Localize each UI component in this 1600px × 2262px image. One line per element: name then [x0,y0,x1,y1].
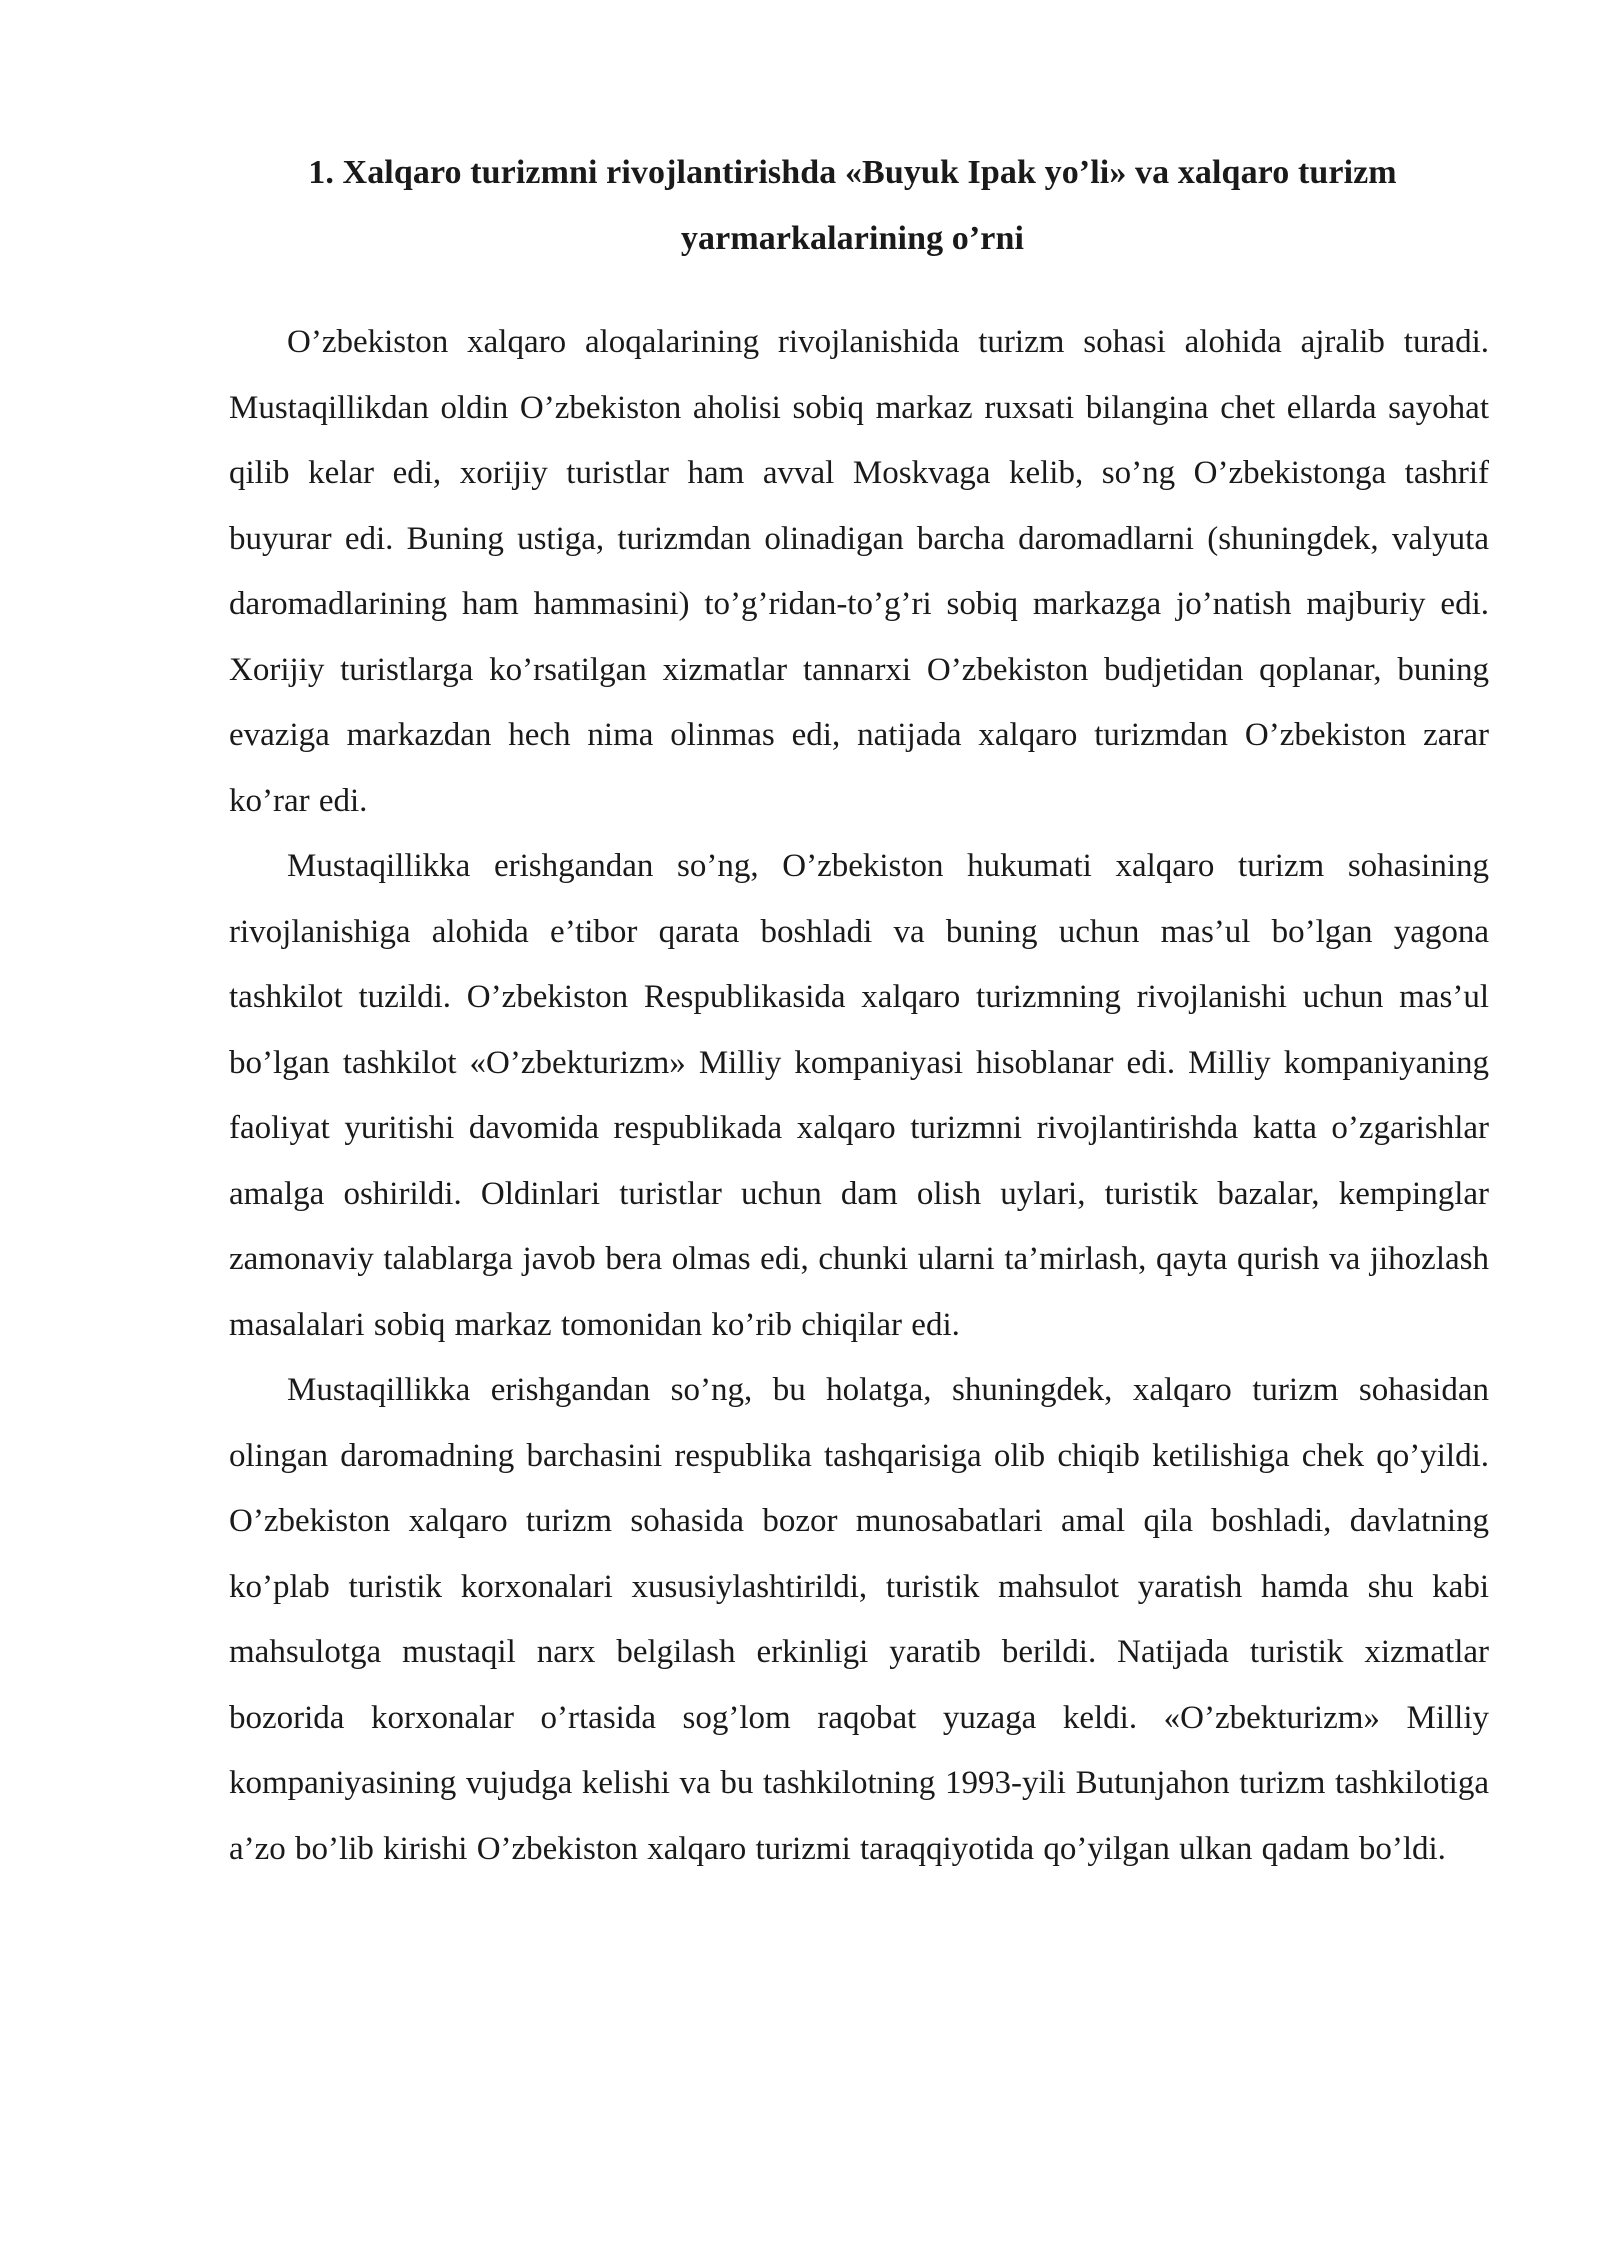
section-heading: 1. Xalqaro turizmni rivojlantirishda «Buyuk Ipak yo’li» va xalqaro turizm yarmarkalarining o’rni [308,154,1397,257]
body-text [229,310,1489,1882]
paragraph-3: Mustaqillikka erishgandan so’ng, bu holatga, shuningdek, xalqaro turizm sohasidan olingan daromadning barchasini respublika tashqarisiga olib chiqib ketilishiga chek qo’yildi. O’zbekiston xalqaro turizm sohasida bozor munosabatlari amal qila boshladi, davlatning ko’plab turistik korxonalari xususiylashtirildi, turistik mahsulot yaratish hamda shu kabi mahsulotga mustaqil narx belgilash erkinligi yaratib berildi. Natijada turistik xizmatlar bozorida korxonalar o’rtasida sog’lom raqobat yuzaga keldi. «O’zbekturizm» Milliy kompaniyasining vujudga kelishi va bu tashkilotning 1993-yili Butunjahon turizm tashkilotiga a’zo bo’lib kirishi O’zbekiston xalqaro turizmi taraqqiyotida qo’yilgan ulkan qadam bo’ldi. [229,1372,1489,1867]
paragraph-1: O’zbekiston xalqaro aloqalarining rivojlanishida turizm sohasi alohida ajralib turadi. Mustaqillikdan oldin O’zbekiston aholisi sobiq markaz ruxsati bilangina chet ellarda sayohat qilib kelar edi, xorijiy turistlar ham avval Moskvaga kelib, so’ng O’zbekistonga tashrif buyurar edi. Buning ustiga, turizmdan olinadigan barcha daromadlarni (shuningdek, valyuta daromadlarining ham hammasini) to’g’ridan-to’g’ri sobiq markazga jo’natish majburiy edi. Xorijiy turistlarga ko’rsatilgan xizmatlar tannarxi O’zbekiston budjetidan qoplanar, buning evaziga markazdan hech nima olinmas edi, natijada xalqaro turizmdan O’zbekiston zarar ko’rar edi. [229,324,1489,819]
paragraph-2: Mustaqillikka erishgandan so’ng, O’zbekiston hukumati xalqaro turizm sohasining rivojlanishiga alohida e’tibor qarata boshladi va buning uchun mas’ul bo’lgan yagona tashkilot tuzildi. O’zbekiston Respublikasida xalqaro turizmning rivojlanishi uchun mas’ul bo’lgan tashkilot «O’zbekturizm» Milliy kompaniyasi hisoblanar edi. Milliy kompaniyaning faoliyat yuritishi davomida respublikada xalqaro turizmni rivojlantirishda katta o’zgarishlar amalga oshirildi. Oldinlari turistlar uchun dam olish uylari, turistik bazalar, kempinglar zamonaviy talablarga javob bera olmas edi, chunki ularni ta’mirlash, qayta qurish va jihozlash masalalari sobiq markaz tomonidan ko’rib chiqilar edi. [229,848,1489,1343]
